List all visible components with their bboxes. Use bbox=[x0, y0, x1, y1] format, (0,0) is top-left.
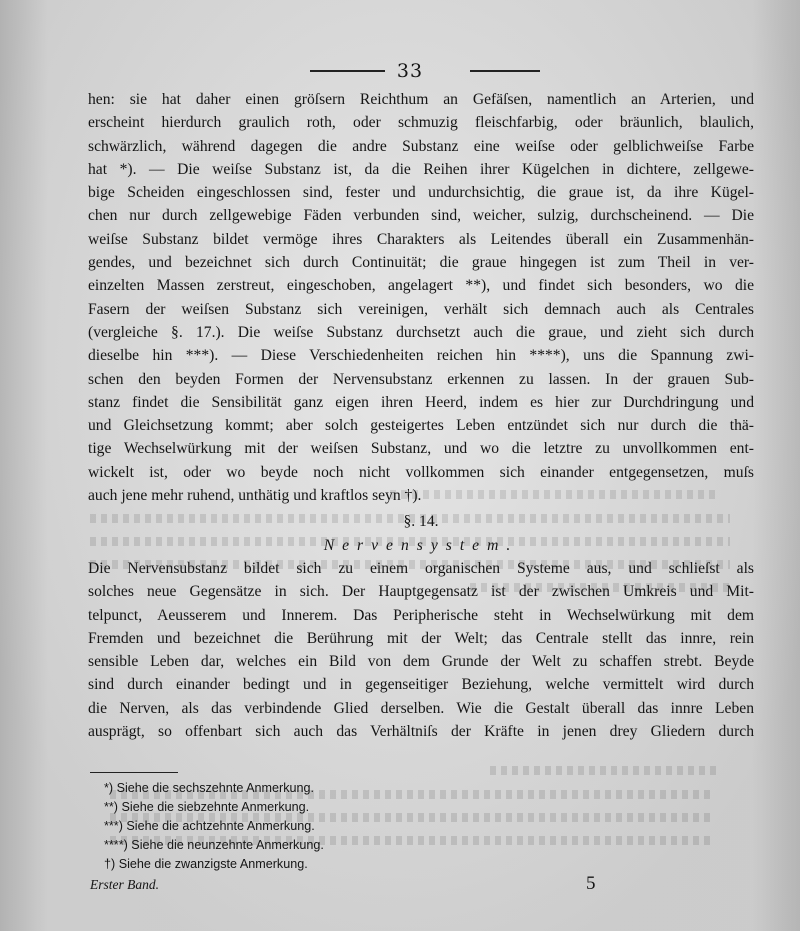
section-text-line: sind durch einander bedingt und in gegenseitiger Beziehung, welche vermittelt wird durch bbox=[88, 676, 754, 694]
section-title: Nervensystem. bbox=[323, 536, 519, 554]
footnote-item: *) Siehe die sechszehnte Anmerkung. bbox=[104, 781, 315, 795]
footnotes bbox=[104, 779, 324, 874]
text-line: schen den beyden Formen der Nervensubstanz erkennen zu lassen. In der grauen Sub- bbox=[88, 370, 754, 388]
page-number: 33 bbox=[396, 60, 424, 82]
sheet-number: 5 bbox=[586, 873, 596, 894]
header-rule-right bbox=[470, 70, 540, 72]
footnote-item: ***) Siehe die achtzehnte Anmerkung. bbox=[104, 819, 315, 833]
section-text-line: ausprägt, so offenbart sich auch das Verhältniſs der Kräfte in jenen drey Gliedern durch bbox=[88, 723, 754, 741]
text-line: stanz findet die Sensibilität ganz eigen ihren Heerd, indem es hier zur Durchdringung und bbox=[88, 393, 754, 411]
text-line: hat *). — Die weiſse Substanz ist, da die Reihen ihrer Kügelchen in dichtere, zellgewe- bbox=[88, 160, 754, 178]
text-line: wickelt ist, oder wo beyde noch nicht vollkommen sich einander entgegensetzen, muſs bbox=[88, 463, 754, 481]
text-line: chen nur durch zellgewebige Fäden verbunden sind, weicher, sulzig, durchscheinend. — Die bbox=[88, 207, 754, 225]
text-line: schwärzlich, während dagegen die andre Substanz eine weiſse oder gelblichweiſse Farbe bbox=[88, 137, 754, 155]
text-line: einzelten Massen zerstreut, eingeschoben, angelagert **), und findet sich besonders, wo die bbox=[88, 277, 754, 295]
text-line: bige Scheiden eingeschlossen sind, fester und undurchsichtig, die graue ist, da ihre Kügel- bbox=[88, 184, 754, 202]
text-line: und Gleichsetzung kommt; aber solch gesteigertes Leben entzündet sich nur durch die thä- bbox=[88, 417, 754, 435]
text-line: weiſse Substanz bildet vermöge ihres Charakters als Leitendes überall ein Zusammenhän- bbox=[88, 230, 754, 248]
section-text-line: sensible Leben dar, welches ein Bild von dem Grunde der Welt zu schaffen strebt. Beyde bbox=[88, 653, 754, 671]
text-line: erscheint hierdurch graulich roth, oder schmuzig fleischfarbig, oder bräunlich, blaulich, bbox=[88, 114, 754, 132]
section-text-line: die Nerven, als das verbindende Glied derselben. Wie die Gestalt überall das innre Leben bbox=[88, 699, 754, 717]
footnote-divider bbox=[90, 772, 178, 773]
section-number: §. 14. bbox=[403, 513, 439, 531]
footnote-item: ****) Siehe die neunzehnte Anmerkung. bbox=[104, 838, 324, 852]
text-line: auch jene mehr ruhend, unthätig und kraftlos seyn †). bbox=[88, 487, 422, 505]
section-text-line: solches neue Gegensätze in sich. Der Hauptgegensatz ist der zwischen Umkreis und Mit- bbox=[88, 583, 754, 601]
page-header bbox=[0, 60, 800, 90]
text-line: tige Wechselwürkung mit der weiſsen Substanz, und wo die letztre zu unvollkommen ent- bbox=[88, 440, 754, 458]
signature-mark: Erster Band. bbox=[90, 877, 159, 892]
main-text bbox=[88, 88, 754, 743]
text-line: dieselbe hin ***). — Diese Verschiedenheiten reichen hin ****), uns die Spannung zwi- bbox=[88, 347, 754, 365]
footnote-item: †) Siehe die zwanzigste Anmerkung. bbox=[104, 857, 308, 871]
section-text-line: Fremden und bezeichnet die Berührung mit der Welt; das Centrale stellt das innre, rein bbox=[88, 629, 754, 647]
text-line: hen: sie hat daher einen gröſsern Reichthum an Gefäſsen, namentlich an Arterien, und bbox=[88, 91, 754, 108]
section-text-line: telpunct, Aeusserem und Innerem. Das Peripherische steht in Wechselwürkung mit dem bbox=[88, 606, 754, 624]
footnote-item: **) Siehe die siebzehnte Anmerkung. bbox=[104, 800, 310, 814]
text-line: gendes, und bezeichnet sich durch Continuität; die graue hingegen ist zum Theil in ver- bbox=[88, 254, 754, 272]
header-rule-left bbox=[310, 70, 385, 72]
section-text-line: Die Nervensubstanz bildet sich zu einem organischen Systeme aus, und schlieſst als bbox=[88, 559, 754, 577]
text-line: Fasern der weiſsen Substanz sich vereinigen, verhält sich demnach auch als Centrales bbox=[88, 300, 754, 318]
text-line: (vergleiche §. 17.). Die weiſse Substanz durchsetzt auch die graue, und zieht sich durch bbox=[88, 323, 754, 341]
